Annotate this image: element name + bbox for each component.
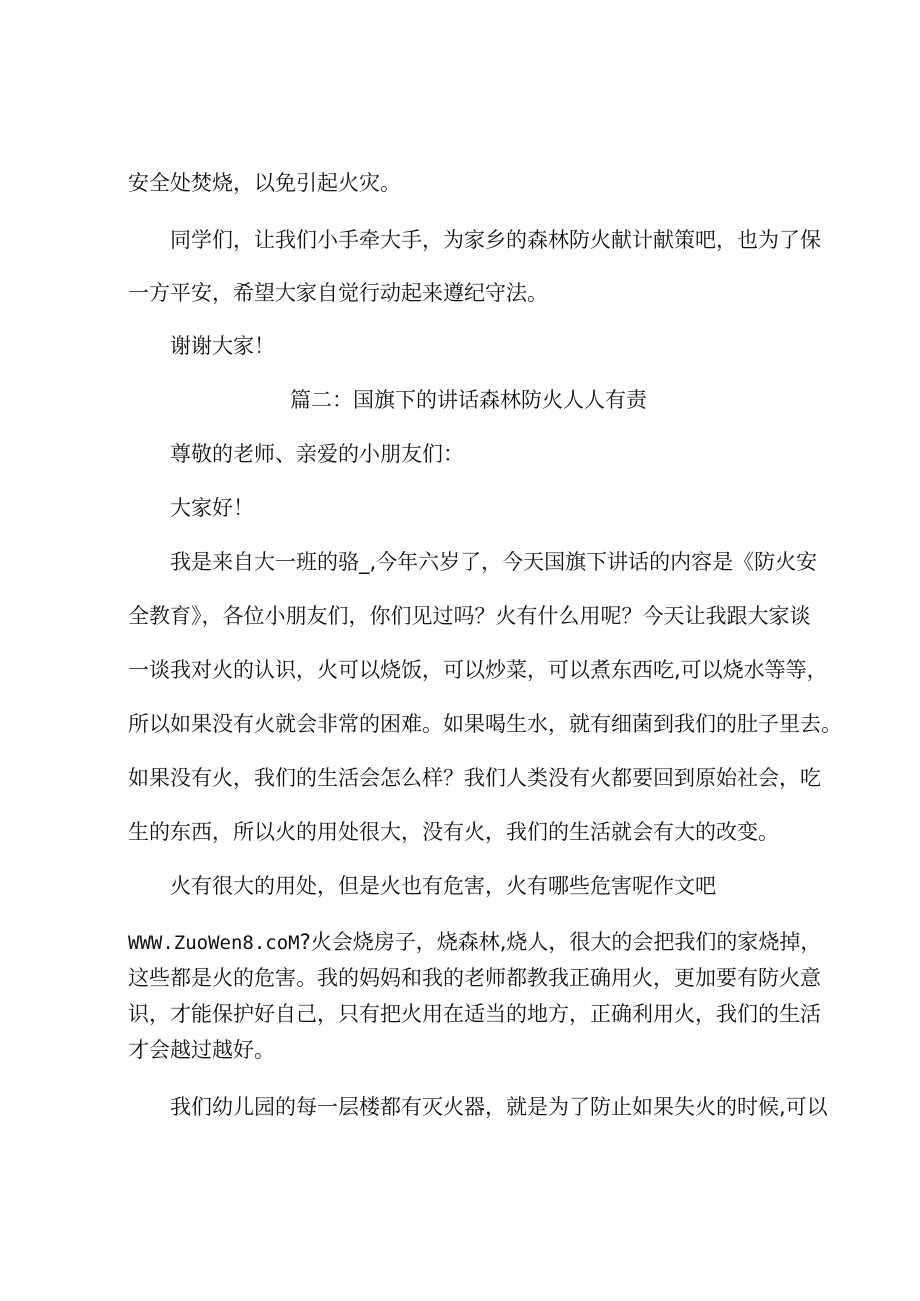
paragraph-line: 才会越过越好。: [128, 1038, 275, 1062]
paragraph-text: ?火会烧房子，烧森林,烧人，很大的会把我们的家烧掉，: [299, 930, 822, 954]
paragraph-line: 火有很大的用处，但是火也有危害，火有哪些危害呢作文吧: [170, 874, 716, 898]
paragraph-line: 我们幼儿园的每一层楼都有灭火器，就是为了防止如果失火的时候,可以: [170, 1095, 828, 1119]
paragraph-line: 所以如果没有火就会非常的困难。如果喝生水，就有细菌到我们的肚子里去。: [128, 712, 842, 736]
paragraph-line: 全教育》，各位小朋友们，你们见过吗？火有什么用呢？今天让我跟大家谈: [128, 604, 811, 628]
paragraph-line: 一谈我对火的认识，火可以烧饭，可以炒菜，可以煮东西吃,可以烧水等等，: [128, 658, 828, 682]
paragraph-line: 如果没有火，我们的生活会怎么样？我们人类没有火都要回到原始社会，吃: [128, 766, 821, 790]
greeting-line: 尊敬的老师、亲爱的小朋友们：: [170, 442, 464, 466]
paragraph-line: 安全处焚烧，以免引起火灾。: [128, 171, 401, 195]
paragraph-line: 一方平安，希望大家自觉行动起来遵纪守法。: [128, 281, 548, 305]
paragraph-line: 我是来自大一班的骆_,今年六岁了，今天国旗下讲话的内容是《防火安: [170, 550, 818, 574]
paragraph-line: 大家好！: [170, 496, 254, 520]
paragraph-line: 这些都是火的危害。我的妈妈和我的老师都教我正确用火，更加要有防火意: [128, 966, 821, 990]
paragraph-line: 谢谢大家！: [170, 334, 275, 358]
url-text: WWW.ZuoWen8.coM: [128, 932, 300, 954]
paragraph-line: 识，才能保护好自己，只有把火用在适当的地方，正确利用火，我们的生活: [128, 1002, 821, 1026]
paragraph-line-with-url: [0, 927, 920, 958]
paragraph-line: 同学们，让我们小手牵大手，为家乡的森林防火献计献策吧，也为了保: [170, 228, 821, 252]
section-title: 篇二：国旗下的讲话森林防火人人有责: [290, 388, 647, 412]
paragraph-line: 生的东西，所以火的用处很大，没有火，我们的生活就会有大的改变。: [128, 820, 779, 844]
